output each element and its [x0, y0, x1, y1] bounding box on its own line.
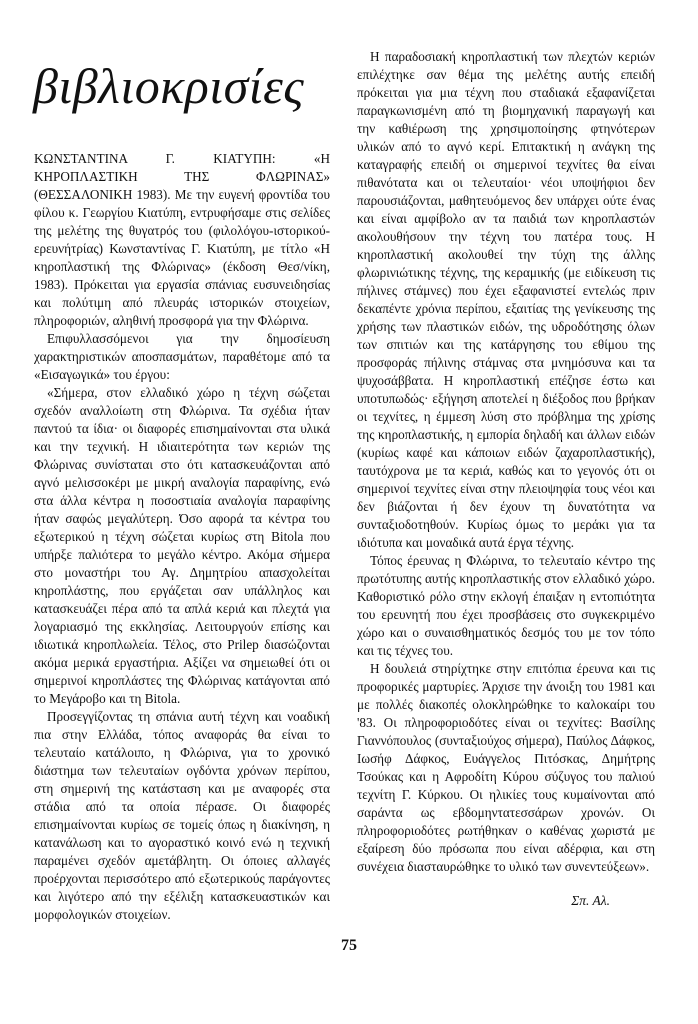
left-column — [34, 150, 330, 924]
paragraph: Επιφυλλασσόμενοι για την δημοσίευση χαρακτηριστικών αποσπασμάτων, παραθέτομε από τα «Εισαγωγικά» του έργου: — [34, 331, 330, 382]
author-signature: Σπ. Αλ. — [571, 893, 610, 908]
section-title: βιβλιοκρισίες — [33, 58, 305, 114]
paragraph: Προσεγγίζοντας τη σπάνια αυτή τέχνη και νοαδική πια στην Ελλάδα, τόπος αναφοράς θα είναι το τελευταίο κατάλοιπο, η Φλώρινα, για το χρονικό διάστημα των τελευταίων ογδόντα χρόνων περίπου, στη σημερινή της κατάσταση και με αναφορές στα στάδια από τα οποία πέρασε. Οι διαφορές επισημαίνονται κυρίως σε τομείς όπως η διακίνηση, η κατανάλωση και το αγοραστικό κοινό ενώ η τεχνική παραμένει σχεδόν αμετάβλητη. Οι όποιες αλλαγές προέρχονται περισσότερο από εξωτερικούς παράγοντες και λιγότερο από την εξέλιξη κατασκευαστικών και μορφολογικών στοιχείων. — [34, 709, 330, 922]
page-number: 75 — [341, 937, 357, 954]
review-intro: Με την ευγενή φροντίδα του φίλου κ. Γεωργίου Κιατύπη, εντρυφήσαμε στις σελίδες της μελέτης της θυγατρός του (φιλολόγου-ιστορικού-ερευνήτρίας) Κωνσταντίνας Γ. Κιατύπη, με τίτλο «Η κηροπλαστική της Φλώρινας» (έκδοση Θεσ/νίκη, 1983). Πρόκειται για εργασία σπάνιας ευσυνειδησίας και πολύτιμη από πλευράς ιστορικών στοιχείων, πληροφοριών, αληθινή προσφορά για την Φλώρινα. — [34, 187, 330, 328]
review-heading — [34, 150, 330, 330]
paragraph: Η δουλειά στηρίχτηκε στην επιτόπια έρευνα και τις προφορικές μαρτυρίες. Άρχισε την άνοιξη του 1981 και με πολλές διακοπές ολοκληρώθηκε το καλοκαίρι του '83. Οι πληροφοριοδότες είναι οι τεχνίτες: Βασίλης Γιαννόπουλος (συνταξιούχος σήμερα), Παύλος Δάφκος, Ιωσήφ Δάφκος, Ευάγγελος Πιτόσκας, Δημήτρης Τσούκας και η Αφροδίτη Κύρου σύζυγος του παλιού τεχνίτη Γ. Κύρκου. Οι ηλικίες τους κυμαίνονται από σαράντα ως εβδομηντατεσσάρων χρονών. Οι πληροφοριοδότες ρωτήθηκαν ο καθένας χωριστά με εξαίρεση δύο πρόσωπα που είναι αδέρφια, και στη συνέχεια διασταυρώθηκε το υλικό των συνεντεύξεων». — [357, 661, 655, 874]
right-column — [357, 48, 655, 876]
quote-paragraph: «Σήμερα, στον ελλαδικό χώρο η τέχνη σώζεται σχεδόν αναλλοίωτη στη Φλώρινα. Τα σχέδια ήταν παντού τα ίδια· οι διαφορές επισημαίνονται στα υλικά και την τεχνική. Η ιδιαιτερότητα των κεριών της Φλώρινας συνίσταται στο ότι κατασκευάζονται από αγνό μελισσοκέρι με μικρή αναλογία παραφίνης, ενώ στα άλλα κέντρα η ποσοστιαία αναλογία παραφίνης ήταν σαφώς μεγαλύτερη. Όσο αφορά τα κέντρα του εξωτερικού η τέχνη σώζεται κυρίως στη Bitola που υπήρξε παλιότερα το μεγάλο κέντρο. Ακόμα σήμερα στο μοναστήρι του Αγ. Δημητρίου απασχολείται κηροπλάστης, που εργάζεται σαν υπάλληλος και κατασκευάζει πέρα από τα απλά κεριά και πλεχτά για λογαριασμό της εκκλησίας. Λειτουργούν επίσης και ιδιωτικά κηροπλωλεία. Τέλος, στο Prilep διασώζονται ακόμα μερικά εργαστήρια. Αξίζει να σημειωθεί ότι οι σημερινοί κηροπλάστες της Φλώρινας κατάγονται από το Μεγάροβο και τη Bitola. — [34, 385, 330, 706]
paragraph: Η παραδοσιακή κηροπλαστική των πλεχτών κεριών επιλέχτηκε σαν θέμα της μελέτης αυτής επειδή πρόκειται για μια τέχνη που σταδιακά εξαφανίζεται παραγκωνισμένη από τη βιομηχανική παραγωγή και την καθιέρωση της χρησιμοποίησης φτηνότερων υλικών από το αγνό κερί. Επιτακτική η ανάγκη της καταγραφής επειδή οι σημερινοί τεχνίτες θα είναι πιθανότατα και οι τελευταίοι· νέοι υποψήφιοι δεν παρουσιάζονται, μαθητευόμενος δεν υπάρχει ούτε ένας και είναι αμφίβολο αν τα παιδιά των κηροπλαστών ακολουθήσουν την τέχνη του πατέρα τους. Η κηροπλαστική ακολουθεί την τύχη της άλλης φλωρινιώτικης τέχνης, της κεραμικής (με ειδίκευση τις πήλινες στάμνες) που έχει εξαφανιστεί εντελώς πριν δεκαπέντε χρόνια περίπου, εξαιτίας της γενίκευσης της χρήσης των πλαστικών ειδών, της υδροδότησης όλων των σπιτιών και της κατάργησης του εθίμου της προσφοράς πήλινης στάμνας στα μνημόσυνα και τα ψυχοσάββατα. Η κηροπλαστική επέζησε έστω και υποτυπωδώς· εξήγηση αποτελεί η διέξοδος που βρήκαν οι τεχνίτες, η έμμεση λύση στο πρόβλημα της χρίσης της κηροπλαστικής, η εμπορία δηλαδή και άλλων ειδών (κυρίως καφέ και κάποιων ειδών ζαχαροπλαστικής), ταυτόχρονα με τα κεριά, καθώς και το γεγονός ότι οι σημερινοί τεχνίτες είναι στην πλειοψηφία τους νέοι και δεν βιάζονται ή δεν έχουν τη δυνατότητα να συνταξιοδοτηθούν. Κυρίως όμως το μεράκι για τα ιδιότυπα και μοναδικά αυτά έργα τέχνης. — [357, 49, 655, 550]
review-title: ΚΩΝΣΤΑΝΤΙΝΑ Γ. ΚΙΑΤΥΠΗ: «Η ΚΗΡΟΠΛΑΣΤΙΚΗ ΤΗΣ ΦΛΩΡΙΝΑΣ» (ΘΕΣΣΑΛΟΝΙΚΗ 1983). — [34, 151, 330, 202]
paragraph: Τόπος έρευνας η Φλώρινα, το τελευταίο κέντρο της πρωτότυπης αυτής κηροπλαστικής στον ελλαδικό χώρο. Καθοριστικό ρόλο στην εκλογή έπαιξαν η εντοπιότητα του ερευνητή που έχει προσβάσεις στο συγκεκριμένο χώρο και ο συναισθηματικός δεσμός του με τον τόπο και τις τέχνες του. — [357, 553, 655, 658]
